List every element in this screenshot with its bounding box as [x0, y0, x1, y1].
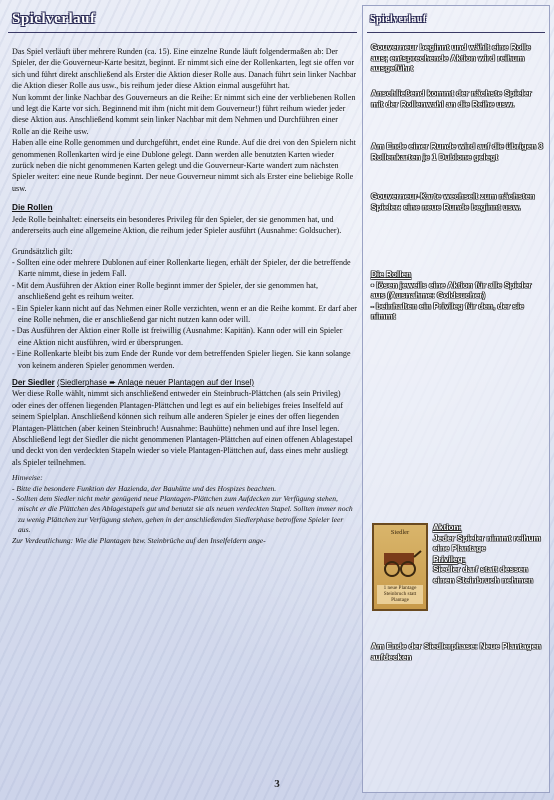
- card-title: Siedler: [390, 529, 410, 536]
- siedler-paragraph-1: Wer diese Rolle wählt, nimmt sich anschließend entweder ein Steinbruch-Plättchen (als sein Privileg) oder eines der offenen liegenden Plantagen-Plättchen und legt es auf ein beliebiges freies Inselfeld auf seinem Spielplan. Anschließend können sich reihum alle anderen Spieler je eines der offen liegenden Plantagen-Plättchen (aber keinen Steinbruch! Ausnahme: Bauhütte) nehmen und auf ihre Insel legen.: [12, 389, 344, 433]
- rollen-paragraph: Jede Rolle beinhaltet: einerseits ein besonderes Privileg für den Spieler, der sie genommen hat, und andererseits auch eine allgemeine Aktion, die reihum jeder Spieler ausführt (Ausnahme: Goldsucher).: [12, 214, 342, 236]
- sidebar-rollen-item: - beinhalten ein Privileg für den, der sie nimmt: [371, 301, 524, 322]
- summary-block: Gouverneur-Karte wechselt zum nächsten Spieler: eine neue Runde beginnt usw.: [371, 192, 535, 212]
- title-divider: [8, 32, 357, 33]
- page-number: 3: [274, 778, 280, 790]
- grund-heading: Grundsätzlich gilt:: [12, 246, 73, 256]
- page-title: Spielverlauf: [12, 11, 96, 27]
- intro-paragraph-1: Das Spiel verläuft über mehrere Runden (ca. 15). Eine einzelne Runde läuft folgendermaßen ab: Der Spieler, der die Gouverneur-Karte besitzt, beginnt. Er nimmt sich eine der Rollenkarten, legt sie offen vor sich und führt direkt anschließend als Erster die Aktion dieser Rolle aus. Danach führt sein linker Nachbar die Aktion dieser Rolle aus usw., bis reihum jeder diese Aktion einmal ausgeführt hat.: [12, 47, 357, 91]
- sidebar-divider: [367, 32, 545, 33]
- intro-paragraph-2: Nun kommt der linke Nachbar des Gouverneurs an die Reihe: Er nimmt sich eine der verbliebenen Rollen und legt die Karte vor sich. Beginnend mit ihm (nicht mit dem Gouverneur!) führt reihum wieder jeder diese Aktion aus. Anschließend kommt sein linker Nachbar mit dem Nehmen und Durchführen einer Rolle an die Reihe usw.: [12, 92, 356, 136]
- cart-illustration-icon: [378, 541, 422, 581]
- privileg-label: Privileg:: [433, 554, 466, 564]
- privileg-text: Siedler darf statt dessen einen Steinbruch nehmen: [433, 565, 534, 585]
- siedler-summary: [433, 523, 545, 587]
- rule-item: - Sollten eine oder mehrere Dublonen auf einer Rollenkarte liegen, erhält der Spieler, der die betreffende Karte nimmt, diese in jedem Fall.: [12, 257, 351, 279]
- sidebar-title: Spielverlauf: [370, 14, 427, 25]
- sidebar-rollen-item: • lösen jeweils eine Aktion für alle Spieler aus (Ausnahme: Goldsucher): [371, 280, 532, 301]
- main-text: [12, 46, 357, 546]
- rule-item: - Eine Rollenkarte bleibt bis zum Ende der Runde vor dem betreffenden Spieler liegen. Sie kann solange von keinem anderen Spieler genommen werden.: [12, 349, 351, 370]
- sidebar-rollen-heading: Die Rollen: [371, 270, 412, 279]
- hint-item: - Sollten dem Siedler nicht mehr genügend neue Plantagen-Plättchen zum Aufdecken zur Verfügung stehen, mischt er die Plättchen des Ablagestapels gut und benutzt sie als neuen verdeckten Stapel. Sollten immer noch zu wenig Plättchen zur Verfügung stehen, gehen in der anschließenden Siedlerphase betroffene Spieler leer aus.: [12, 494, 353, 535]
- rule-item: - Das Ausführen der Aktion einer Rolle ist freiwillig (Ausnahme: Kapitän). Kann oder will ein Spieler eine Aktion nicht ausführen, wird er übersprungen.: [12, 326, 343, 347]
- hint-title: Hinweise:: [12, 473, 43, 483]
- aktion-text: Jeder Spieler nimmt reihum eine Plantage: [433, 533, 541, 554]
- rule-item: - Ein Spieler kann nicht auf das Nehmen einer Rolle verzichten, wenn er an die Reihe kommt. Er darf aber eine Rolle nehmen, die er anschließend gar nicht nutzen kann oder will.: [12, 303, 357, 324]
- summary-block: Gouverneur beginnt und wählt eine Rolle aus; entsprechende Aktion wird reihum ausgeführt: [371, 43, 531, 74]
- aktion-label: Aktion:: [433, 523, 462, 532]
- hint-item: - Bitte die besondere Funktion der Hazienda, der Bauhütte und des Hospizes beachten.: [12, 483, 277, 493]
- siedler-heading: Der Siedler: [12, 377, 55, 387]
- summary-block: Anschließend kommt der nächste Spieler mit der Rollenwahl an die Reihe usw.: [371, 89, 532, 109]
- siedler-role-card: [372, 523, 428, 611]
- siedler-subheading: (Siedlerphase ➨ Anlage neuer Plantagen auf der Insel): [57, 377, 255, 387]
- hint-item: Zur Verdeutlichung: Wie die Plantagen bzw. Steinbrüche auf den Inselfeldern ange-: [12, 535, 266, 545]
- card-caption: 1 neue Plantage Steinbruch statt Plantage: [377, 585, 423, 604]
- summary-block: Am Ende einer Runde wird auf die übrigen 3 Rollenkarten je 1 Dublone gelegt: [371, 142, 543, 162]
- siedler-end-note: Am Ende der Siedlerphase: Neue Plantagen aufdecken: [371, 642, 542, 662]
- intro-paragraph-3: Haben alle eine Rolle genommen und durchgeführt, endet eine Runde. Auf die drei von den Spielern nicht genommenen Rollenkarten wird je eine Dublone gelegt. Dann werden alle benutzten Karten wieder zurück neben die nicht genommenen Karten gelegt und die Gouverneur-Karte wandert zum nächsten Spieler weiter: eine neue Runde beginnt. Der neue Gouverneur nimmt sich als Erster eine beliebige Rolle usw.: [12, 138, 356, 193]
- rollen-heading: Die Rollen: [12, 202, 53, 213]
- main-column: [8, 6, 357, 766]
- siedler-heading-line: [12, 377, 357, 388]
- summary-sidebar: [362, 5, 550, 793]
- siedler-paragraph-2: Abschließend legt der Siedler die nicht genommenen Plantagen-Plättchen auf einen offenen Ablagestapel und deckt von den verdeckten Stapeln wieder so viele Plantagen-Plättchen auf, dass eines mehr ausliegt als Spieler teilnehmen.: [12, 435, 353, 467]
- sidebar-rollen: [371, 270, 545, 323]
- rule-item: - Mit dem Ausführen der Aktion einer Rolle beginnt immer der Spieler, der sie genommen hat, anschließend geht es reihum weiter.: [12, 280, 319, 302]
